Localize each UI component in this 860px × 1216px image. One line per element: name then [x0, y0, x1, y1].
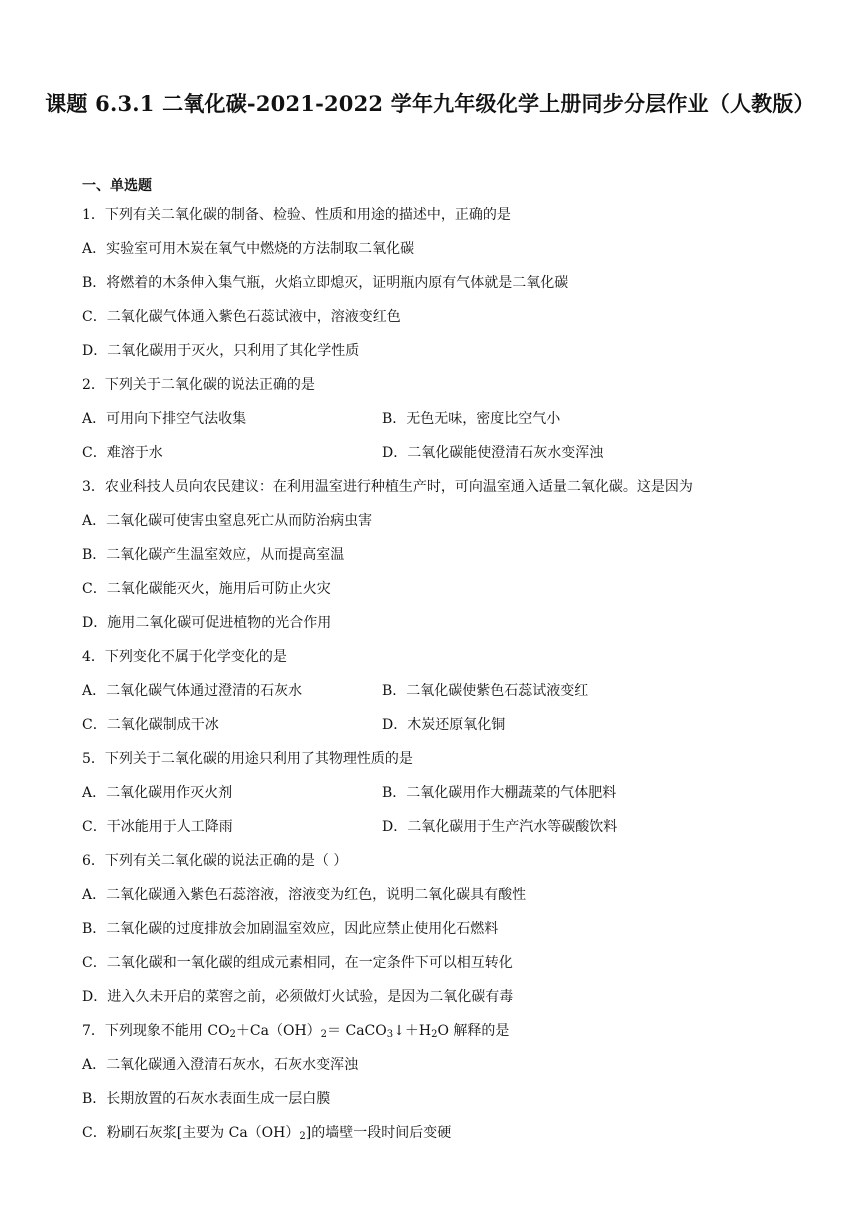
question-option-formula — [82, 1116, 782, 1150]
question-option: C．难溶于水 — [82, 445, 163, 461]
question-option: B．二氧化碳的过度排放会加剧温室效应，因此应禁止使用化石燃料 — [82, 921, 499, 937]
option-row — [82, 708, 782, 742]
question-option: D．施用二氧化碳可促进植物的光合作用 — [82, 615, 332, 631]
question-stem-formula — [82, 1014, 782, 1048]
question-stem: 1．下列有关二氧化碳的制备、检验、性质和用途的描述中，正确的是 — [82, 207, 511, 223]
question-option: D．二氧化碳用于灭火，只利用了其化学性质 — [82, 343, 360, 359]
question-option: B．长期放置的石灰水表面生成一层白膜 — [82, 1091, 331, 1107]
option-text: C．粉刷石灰浆[主要为 Ca（OH） — [82, 1125, 300, 1141]
question-stem: 2．下列关于二氧化碳的说法正确的是 — [82, 377, 315, 393]
section-heading: 一、单选题 — [82, 178, 152, 194]
option-row — [82, 674, 782, 708]
stem-text: O 解释的是 — [437, 1023, 510, 1039]
option-text: ]的墙壁一段时间后变硬 — [305, 1125, 452, 1141]
subscript: 2 — [229, 1029, 236, 1040]
option-row — [82, 810, 782, 844]
question-stem: 3．农业科技人员向农民建议：在利用温室进行种植生产时，可向温室通入适量二氧化碳。这是因为 — [82, 479, 693, 495]
question-option: B．无色无味，密度比空气小 — [382, 411, 561, 427]
question-option: D．二氧化碳用于生产汽水等碳酸饮料 — [382, 819, 618, 835]
question-option: C．干冰能用于人工降雨 — [82, 819, 233, 835]
question-option: D．二氧化碳能使澄清石灰水变浑浊 — [382, 445, 604, 461]
question-option: B．将燃着的木条伸入集气瓶，火焰立即熄灭，证明瓶内原有气体就是二氧化碳 — [82, 275, 569, 291]
question-option: C．二氧化碳能灭火，施用后可防止火灾 — [82, 581, 331, 597]
question-option: B．二氧化碳产生温室效应，从而提高室温 — [82, 547, 345, 563]
option-row — [82, 776, 782, 810]
question-option: B．二氧化碳用作大棚蔬菜的气体肥料 — [382, 785, 617, 801]
question-stem: 4．下列变化不属于化学变化的是 — [82, 649, 287, 665]
question-option: A．二氧化碳用作灭火剂 — [82, 785, 233, 801]
question-list — [82, 198, 782, 1150]
subscript: 2 — [431, 1029, 438, 1040]
question-option: B．二氧化碳使紫色石蕊试液变红 — [382, 683, 589, 699]
question-option: C．二氧化碳制成干冰 — [82, 717, 219, 733]
question-option: A．二氧化碳通入紫色石蕊溶液，溶液变为红色，说明二氧化碳具有酸性 — [82, 887, 527, 903]
subscript: 3 — [386, 1029, 394, 1040]
subscript: 2 — [299, 1131, 306, 1142]
stem-text: 7．下列现象不能用 CO — [82, 1023, 230, 1039]
question-option: A．可用向下排空气法收集 — [82, 411, 247, 427]
question-option: A．二氧化碳气体通过澄清的石灰水 — [82, 683, 303, 699]
question-stem: 6．下列有关二氧化碳的说法正确的是（ ） — [82, 853, 348, 869]
subscript: 2 — [320, 1029, 328, 1040]
option-row — [82, 402, 782, 436]
stem-text: ↓＋H — [393, 1023, 432, 1039]
option-row — [82, 436, 782, 470]
question-option: C．二氧化碳和一氧化碳的组成元素相同，在一定条件下可以相互转化 — [82, 955, 513, 971]
question-option: A．二氧化碳通入澄清石灰水，石灰水变浑浊 — [82, 1057, 359, 1073]
question-option: D．进入久未开启的菜窖之前，必须做灯火试验，是因为二氧化碳有毒 — [82, 989, 514, 1005]
stem-text: ＝ CaCO — [327, 1023, 387, 1039]
document-title: 课题 6.3.1 二氧化碳-2021-2022 学年九年级化学上册同步分层作业（人教版） — [45, 91, 815, 116]
stem-text: ＋Ca（OH） — [235, 1023, 321, 1039]
question-stem: 5．下列关于二氧化碳的用途只利用了其物理性质的是 — [82, 751, 413, 767]
question-option: A．二氧化碳可使害虫窒息死亡从而防治病虫害 — [82, 513, 373, 529]
question-option: D．木炭还原氧化铜 — [382, 717, 506, 733]
question-option: A．实验室可用木炭在氧气中燃烧的方法制取二氧化碳 — [82, 241, 415, 257]
question-option: C．二氧化碳气体通入紫色石蕊试液中，溶液变红色 — [82, 309, 401, 325]
